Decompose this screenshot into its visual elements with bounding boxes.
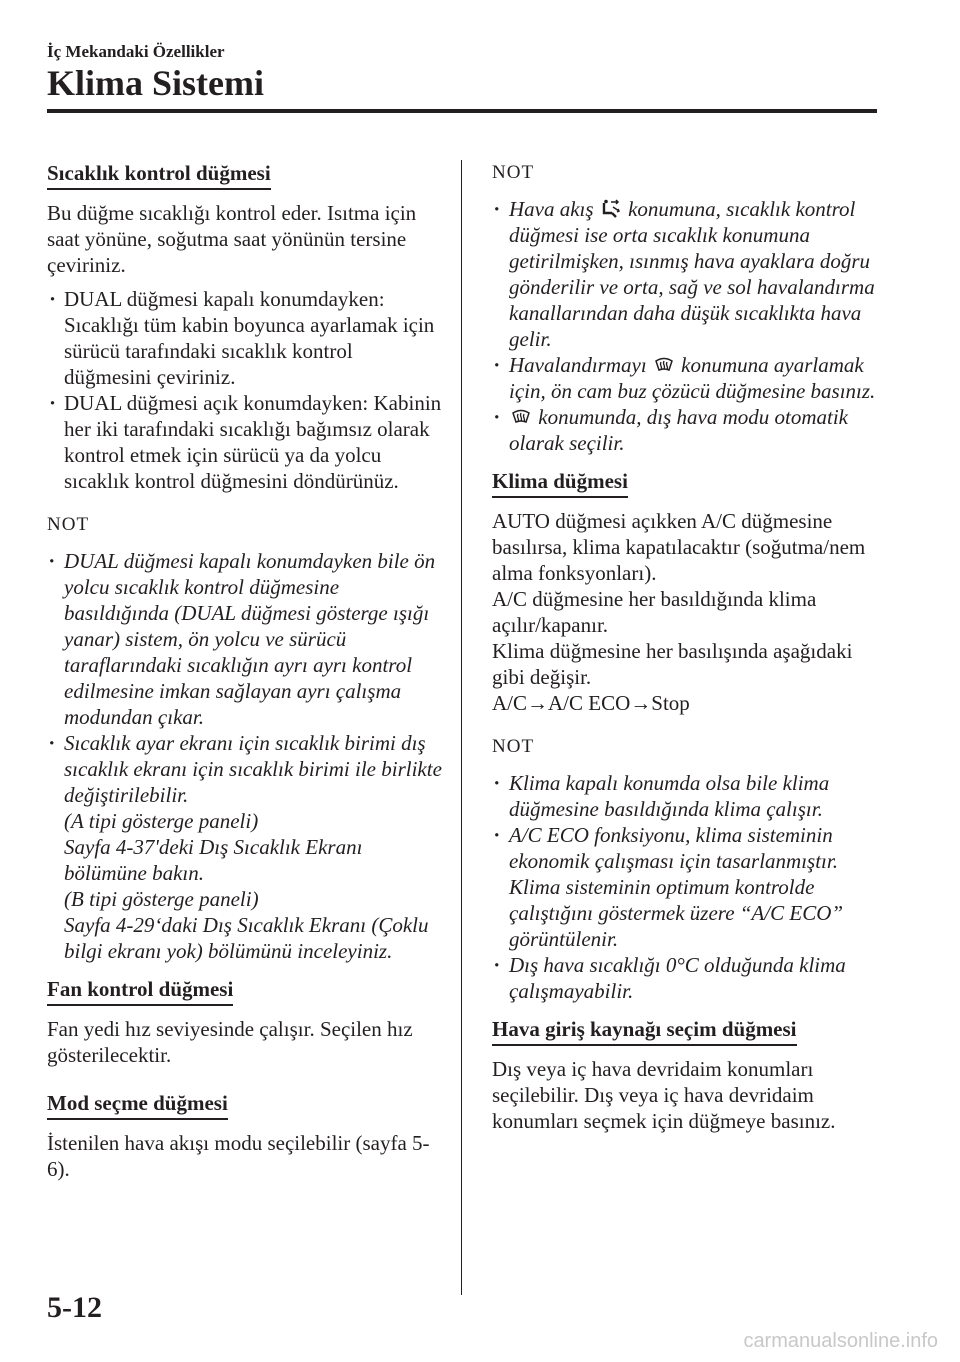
mode-select-heading: Mod seçme düğmesi: [47, 1090, 228, 1120]
air-intake-heading: Hava giriş kaynağı seçim düğmesi: [492, 1016, 797, 1046]
seat-floor-airflow-icon: [601, 199, 621, 219]
note-bullets: [492, 770, 887, 1004]
note-label: NOT: [492, 736, 535, 757]
right-column: [492, 160, 887, 1142]
mode-select-body: İstenilen hava akışı modu seçilebilir (sayfa 5-6).: [47, 1131, 430, 1181]
note-label: NOT: [492, 162, 535, 183]
list-item: · DUAL düğmesi kapalı konumdayken: Sıcaklığı tüm kabin boyunca ayarlamak için sürücü tarafındaki sıcaklık kontrol düğmesini çeviriniz.: [47, 286, 445, 390]
note-text: konumunda, dış hava modu otomatik olarak seçilir.: [509, 405, 848, 455]
note-sub-line: (B tipi gösterge paneli): [64, 887, 259, 911]
temp-note: [47, 512, 445, 964]
list-item: · DUAL düğmesi açık konumdayken: Kabinin her iki tarafındaki sıcaklığı bağımsız olarak kontrol etmek için sürücü ya da yolcu sıcaklık kontrol düğmesini döndürünüz.: [47, 390, 445, 494]
note-bullet-text: Sıcaklık ayar ekranı için sıcaklık birimi dış sıcaklık ekranı için sıcaklık birimi ile birlikte değiştirilebilir.: [64, 731, 442, 807]
mode-note: [492, 160, 887, 456]
windshield-defroster-icon: [511, 407, 531, 427]
note-sub-line: (A tipi gösterge paneli): [64, 809, 259, 833]
note-bullets: [47, 548, 445, 964]
column-divider: [461, 160, 462, 1295]
note-bullets: [492, 196, 887, 456]
header-rule: [47, 109, 877, 113]
list-item: [492, 196, 887, 352]
list-item: · A/C ECO fonksiyonu, klima sisteminin ekonomik çalışması için tasarlanmıştır. Klima sisteminin optimum kontrolde çalıştığını göstermek üzere “A/C ECO” görüntülenir.: [492, 822, 887, 952]
page-header: [47, 42, 877, 106]
list-item: [47, 730, 445, 964]
list-item: [492, 404, 887, 456]
chapter-title: Klima Sistemi: [47, 63, 264, 103]
watermark: carmanualsonline.info: [743, 1330, 938, 1352]
note-sub-line: Sayfa 4-29‘daki Dış Sıcaklık Ekranı (Çoklu bilgi ekranı yok) bölümünü inceleyiniz.: [64, 913, 429, 963]
page-number: 5-12: [47, 1291, 102, 1324]
ac-button-heading: Klima düğmesi: [492, 468, 628, 498]
note-sub-line: Sayfa 4-37'deki Dış Sıcaklık Ekranı bölümüne bakın.: [64, 835, 363, 885]
list-item: · DUAL düğmesi kapalı konumdayken bile ön yolcu sıcaklık kontrol düğmesine basıldığında (DUAL düğmesi gösterge ışığı yanar) sistem, ön yolcu ve sürücü taraflarındaki sıcaklığın ayrı ayrı kontrol edilmesine imkan sağlayan ayrı çalışma modundan çıkar.: [47, 548, 445, 730]
ac-body-line: AUTO düğmesi açıkken A/C düğmesine basılırsa, klima kapatılacaktır (soğutma/nem alma fonksyonları).: [492, 509, 866, 585]
windshield-defroster-icon: [654, 355, 674, 375]
ac-note: [492, 734, 887, 1004]
list-item: · Klima kapalı konumda olsa bile klima düğmesine basıldığında klima çalışır.: [492, 770, 887, 822]
note-text: Havalandırmayı: [509, 353, 647, 377]
temp-control-heading: Sıcaklık kontrol düğmesi: [47, 160, 271, 190]
left-column: [47, 160, 445, 1190]
list-item: [492, 352, 887, 404]
fan-control-body: Fan yedi hız seviyesinde çalışır. Seçilen hız gösterilecektir.: [47, 1017, 413, 1067]
ac-body-line: A/C→A/C ECO→Stop: [492, 691, 690, 715]
temp-control-body: Bu düğme sıcaklığı kontrol eder. Isıtma için saat yönüne, soğutma saat yönünün tersine çeviriniz.: [47, 201, 417, 277]
ac-body-line: A/C düğmesine her basıldığında klima açılır/kapanır.: [492, 587, 817, 637]
section-name: İç Mekandaki Özellikler: [47, 42, 225, 61]
note-text: konumuna ayarlamak için, ön cam buz çözücü düğmesine basınız.: [509, 353, 876, 403]
fan-control-heading: Fan kontrol düğmesi: [47, 976, 233, 1006]
ac-body-line: Klima düğmesine her basılışında aşağıdaki gibi değişir.: [492, 639, 853, 689]
note-text: konumuna, sıcaklık kontrol düğmesi ise orta sıcaklık konumuna getirilmişken, ısınmış hava ayaklara doğru gönderilir ve orta, sağ ve sol havalandırma kanallarından daha düşük sıcaklıkta hava gelir.: [509, 197, 875, 351]
temp-control-bullets: [47, 286, 445, 494]
list-item: · Dış hava sıcaklığı 0°C olduğunda klima çalışmayabilir.: [492, 952, 887, 1004]
note-text: Hava akış: [509, 197, 594, 221]
air-intake-body: Dış veya iç hava devridaim konumları seçilebilir. Dış veya iç hava devridaim konumları seçmek için düğmeye basınız.: [492, 1057, 836, 1133]
note-label: NOT: [47, 514, 90, 535]
